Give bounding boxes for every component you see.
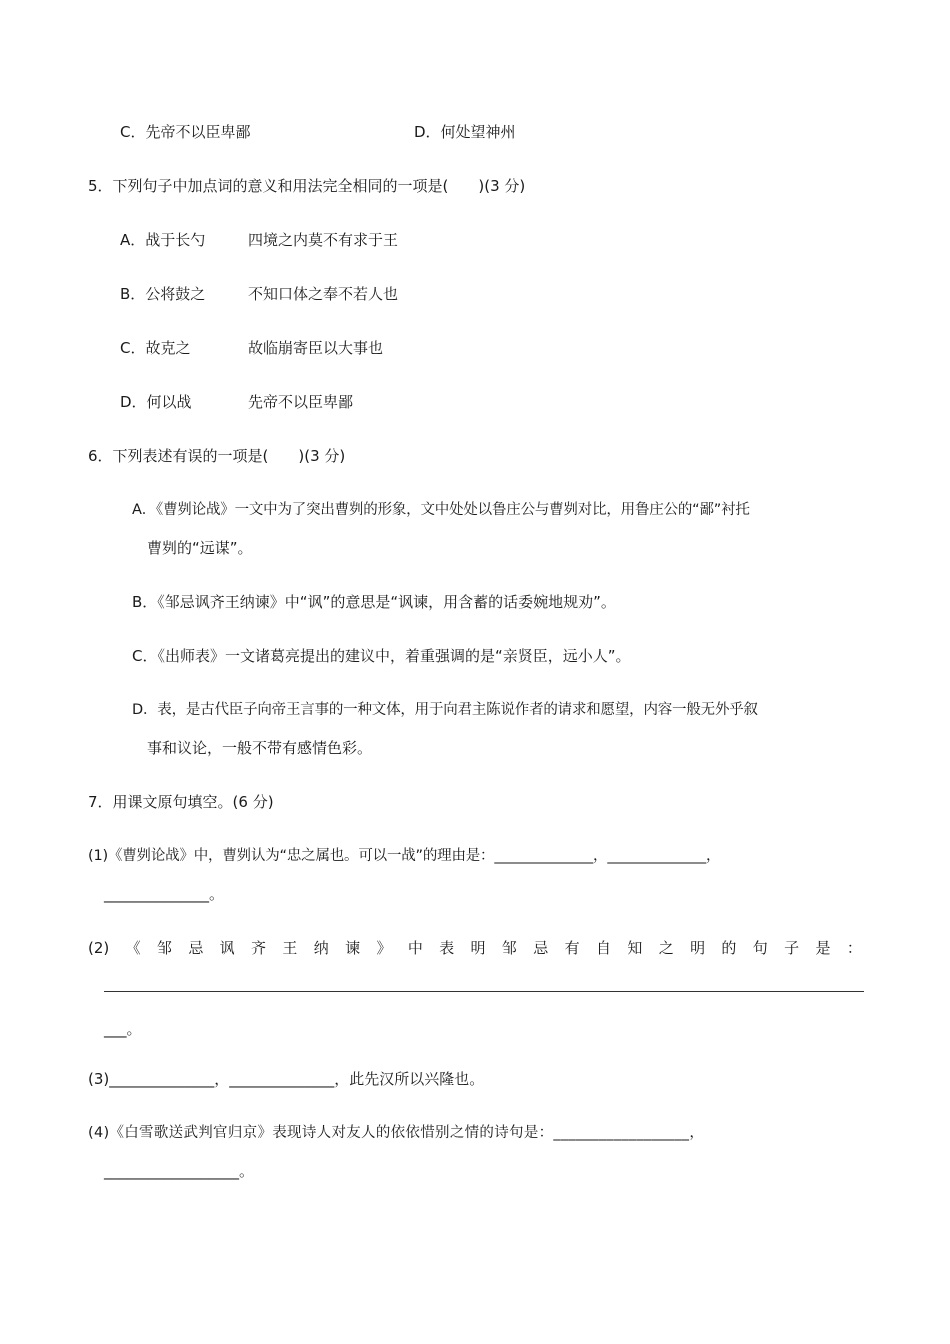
q4-option-d: D．何处望神州 — [414, 123, 516, 141]
q7-sub2-char: 有 — [564, 939, 580, 957]
q6-option-d-line1: D．表，是古代臣子向帝王言事的一种文体，用于向君主陈说作者的请求和愿望，内容一般无外乎叙 — [132, 702, 758, 718]
q7-sub2-line1 — [88, 937, 862, 959]
q7-sub2-answer-blank — [104, 991, 864, 992]
q6-option-a-line2: 曹刿的“远谋”。 — [147, 539, 253, 557]
q7-stem: 7．用课文原句填空。(6 分) — [88, 793, 274, 811]
q5-option-d-label: D．何以战 — [120, 393, 192, 411]
q7-sub2-char: 讽 — [219, 939, 235, 957]
q7-sub2-char: ： — [846, 939, 862, 957]
q6-stem: 6．下列表述有误的一项是( )(3 分) — [88, 447, 346, 465]
q7-sub2-char: 忌 — [533, 939, 549, 957]
q7-sub2-char: (2) — [88, 939, 110, 957]
q7-sub2-char: 子 — [784, 939, 800, 957]
q7-sub2-char: 之 — [658, 939, 674, 957]
q7-sub2-char: 是 — [815, 939, 831, 957]
q7-sub2-char: 明 — [470, 939, 486, 957]
q7-sub2-char: 纳 — [313, 939, 329, 957]
q6-option-b: B．《邹忌讽齐王纳谏》中“讽”的意思是“讽谏，用含蓄的话委婉地规劝”。 — [132, 593, 616, 611]
q5-option-d-text: 先帝不以臣卑鄙 — [248, 393, 354, 411]
q7-sub2-char: 表 — [439, 939, 455, 957]
q5-option-c-text: 故临崩寄臣以大事也 — [248, 339, 384, 357]
q7-sub4-line2: __________________。 — [104, 1162, 255, 1180]
q7-sub2-char: 自 — [595, 939, 611, 957]
q7-sub2-char: 》 — [376, 939, 392, 957]
q6-option-c: C．《出师表》一文诸葛亮提出的建议中，着重强调的是“亲贤臣，远小人”。 — [132, 647, 631, 665]
q7-sub3: (3)______________，______________，此先汉所以兴隆也。 — [88, 1070, 485, 1088]
q7-sub2-char: 谏 — [345, 939, 361, 957]
q7-sub2-char: 《 — [125, 939, 141, 957]
q7-sub2-char: 王 — [282, 939, 298, 957]
q6-option-d-line2: 事和议论，一般不带有感情色彩。 — [147, 739, 373, 757]
q5-option-a-label: A．战于长勺 — [120, 231, 206, 249]
q5-option-c-label: C．故克之 — [120, 339, 191, 357]
q5-stem: 5．下列句子中加点词的意义和用法完全相同的一项是( )(3 分) — [88, 177, 526, 195]
q7-sub2-char: 邹 — [156, 939, 172, 957]
q5-option-b-label: B．公将鼓之 — [120, 285, 206, 303]
q7-sub2-char: 齐 — [251, 939, 267, 957]
q4-option-c: C．先帝不以臣卑鄙 — [120, 123, 251, 141]
q5-option-b-text: 不知口体之奉不若人也 — [248, 285, 399, 303]
q7-sub2-char: 明 — [690, 939, 706, 957]
q7-sub4-line1: (4)《白雪歌送武判官归京》表现诗人对友人的依依惜别之情的诗句是：__________________， — [88, 1125, 705, 1141]
q7-sub1-line2: ______________。 — [104, 885, 225, 903]
q7-sub2-line3: ___。 — [104, 1020, 142, 1038]
q7-sub2-char: 忌 — [188, 939, 204, 957]
q7-sub2-char: 的 — [721, 939, 737, 957]
q7-sub2-char: 邹 — [501, 939, 517, 957]
q5-option-a-text: 四境之内莫不有求于王 — [248, 231, 399, 249]
q7-sub1-line1: (1)《曹刿论战》中，曹刿认为“忠之属也。可以一战”的理由是：______________，______________， — [88, 848, 721, 864]
q7-sub2-char: 知 — [627, 939, 643, 957]
q7-sub2-char: 中 — [407, 939, 423, 957]
q7-sub2-char: 句 — [752, 939, 768, 957]
q6-option-a-line1: A．《曹刿论战》一文中为了突出曹刿的形象，文中处处以鲁庄公与曹刿对比，用鲁庄公的“鄙”衬托 — [132, 502, 750, 518]
